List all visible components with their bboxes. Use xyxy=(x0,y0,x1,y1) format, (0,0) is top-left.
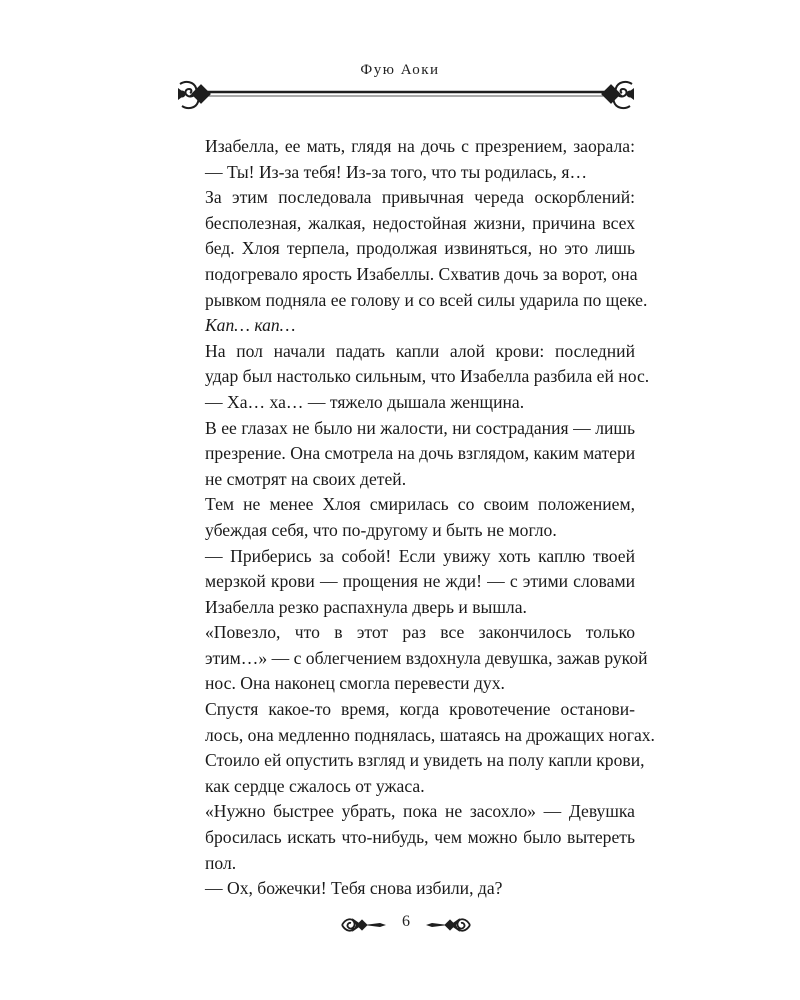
text-line: удар был настолько сильным, что Изабелла разбила ей нос. xyxy=(205,366,650,387)
running-head: Фую Аоки xyxy=(360,62,440,78)
text-line: Стоило ей опустить взгляд и увидеть на полу капли крови, xyxy=(205,750,645,771)
text-line: На пол начали падать капли алой крови: последний xyxy=(205,340,635,361)
body-text xyxy=(205,134,655,902)
text-line: Изабелла, ее мать, глядя на дочь с презрением, заорала: xyxy=(205,136,635,156)
text-line: «Нужно быстрее убрать, пока не засохло» — Девушка xyxy=(205,801,635,822)
text-line: рывком подняла ее голову и со всей силы ударила по щеке. xyxy=(205,289,648,310)
text-line: Спустя какое-то время, когда кровотечение останови- xyxy=(205,699,635,720)
text-line: пол. xyxy=(205,852,237,873)
text-line: В ее глазах не было ни жалости, ни сострадания — лишь xyxy=(205,417,635,438)
text-line: Кап… кап… xyxy=(205,315,296,336)
text-line: бесполезная, жалкая, недостойная жизни, причина всех xyxy=(205,212,635,233)
text-line: Тем не менее Хлоя смирилась со своим положением, xyxy=(205,494,635,515)
text-line: лось, она медленно поднялась, шатаясь на дрожащих ногах. xyxy=(205,724,655,745)
text-line: бед. Хлоя терпела, продолжая извиняться, но это лишь xyxy=(205,238,635,259)
text-line: бросилась искать что-нибудь, чем можно было вытереть xyxy=(205,827,635,848)
text-line: — Приберись за собой! Если увижу хоть каплю твоей xyxy=(205,545,635,566)
text-line: — Ха… ха… — тяжело дышала женщина. xyxy=(205,391,525,412)
text-line: презрение. Она смотрела на дочь взглядом, каким матери xyxy=(205,443,636,464)
text-line: как сердце сжалось от ужаса. xyxy=(205,775,425,796)
page-number: 6 xyxy=(402,913,410,930)
text-line: мерзкой крови — прощения не жди! — с этими словами xyxy=(205,571,635,592)
text-line: — Ох, божечки! Тебя снова избили, да? xyxy=(205,878,503,899)
text-line: этим…» — с облегчением вздохнула девушка, зажав рукой xyxy=(205,647,648,668)
text-line: «Повезло, что в этот раз все закончилось только xyxy=(205,622,635,643)
header-rule-ornament-icon xyxy=(176,78,636,112)
text-line: подогревало ярость Изабеллы. Схватив дочь за ворот, она xyxy=(205,263,638,284)
text-line: — Ты! Из-за тебя! Из-за того, что ты родилась, я… xyxy=(205,161,588,182)
text-line: нос. Она наконец смогла перевести дух. xyxy=(205,673,505,694)
text-line: За этим последовала привычная череда оскорблений: xyxy=(205,187,635,208)
text-line: убеждая себя, что по-другому и быть не могло. xyxy=(205,519,557,540)
text-line: Изабелла резко распахнула дверь и вышла. xyxy=(205,596,527,617)
text-line: не смотрят на своих детей. xyxy=(205,468,407,489)
